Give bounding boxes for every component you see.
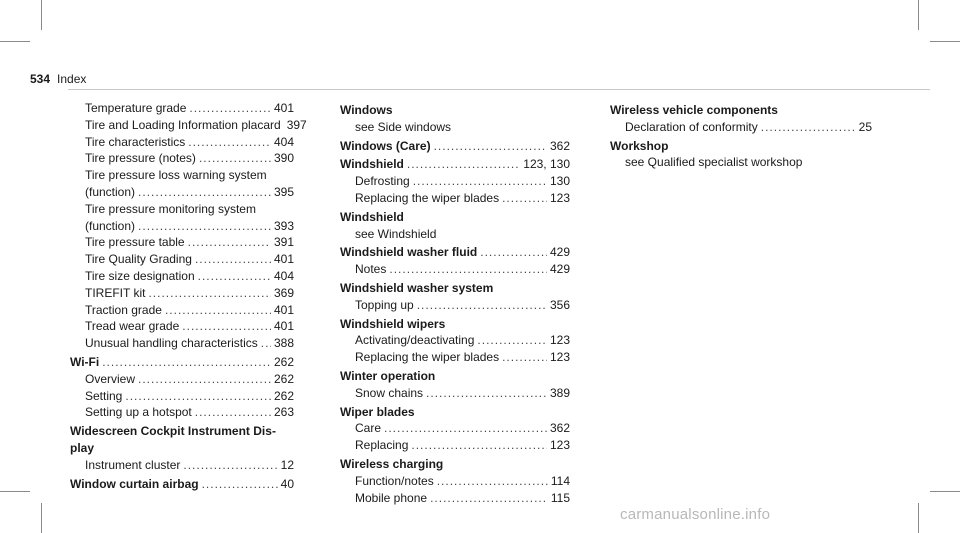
page-ref[interactable]: 130	[549, 174, 570, 189]
index-heading: Wireless charging	[340, 456, 444, 471]
index-subentry	[70, 134, 294, 151]
dot-leader	[195, 251, 271, 268]
dot-leader	[148, 285, 271, 302]
index-subentry	[70, 335, 294, 352]
index-subentry	[70, 285, 294, 302]
entry-term: Tire characteristics	[85, 134, 186, 149]
index-heading: Windshield wipers	[340, 316, 446, 331]
index-heading: Windshield washer system	[340, 280, 494, 295]
entry-term: Care	[355, 421, 382, 436]
dot-leader	[182, 318, 271, 335]
dot-leader	[384, 420, 547, 437]
entry-term: Setting up a hotspot	[85, 405, 192, 420]
crop-mark	[0, 491, 30, 492]
entry-term: Function/notes	[355, 473, 434, 488]
index-subentry	[340, 473, 570, 490]
dot-leader	[199, 150, 271, 167]
entry-term: Tire pressure table	[85, 235, 185, 250]
entry-term: TIREFIT kit	[85, 285, 146, 300]
page-ref[interactable]: 391	[273, 235, 294, 250]
entry-term: Topping up	[355, 297, 414, 312]
entry-term: Replacing the wiper blades	[355, 350, 500, 365]
dot-leader	[407, 156, 520, 173]
entry-term: Replacing	[355, 438, 409, 453]
entry-term: Tire size designation	[85, 268, 195, 283]
crop-mark	[930, 491, 960, 492]
index-heading: Windshield	[340, 209, 404, 224]
index-subentry: Tire pressure loss warning system	[85, 168, 267, 183]
page-ref[interactable]: 401	[273, 252, 294, 267]
entry-term: Window curtain airbag	[70, 476, 199, 491]
dot-leader	[389, 261, 547, 278]
dot-leader	[417, 297, 547, 314]
entry-term: Tire and Loading Information placard	[85, 117, 281, 132]
dot-leader	[198, 268, 271, 285]
page-ref[interactable]: 40	[280, 476, 294, 491]
index-subentry: see Qualified specialist workshop	[625, 155, 803, 170]
index-entry	[340, 138, 570, 155]
page-ref[interactable]: 401	[273, 101, 294, 115]
entry-term: Windshield	[340, 157, 404, 172]
index-subentry	[70, 318, 294, 335]
crop-mark	[0, 41, 30, 42]
dot-leader	[188, 134, 271, 151]
index-subentry	[340, 297, 570, 314]
index-subentry	[70, 404, 294, 421]
entry-term: Snow chains	[355, 385, 424, 400]
index-subentry	[340, 437, 570, 454]
index-heading: Wireless vehicle components	[610, 103, 778, 117]
page-number: 534	[30, 72, 51, 86]
entry-term: Activating/deactivating	[355, 333, 475, 348]
dot-leader	[502, 349, 547, 366]
page-ref[interactable]: 12	[280, 457, 294, 472]
page-ref[interactable]: 401	[273, 319, 294, 334]
dot-leader	[413, 173, 547, 190]
index-subentry	[340, 332, 570, 349]
index-column-2	[340, 100, 570, 506]
index-heading: Wiper blades	[340, 404, 415, 419]
index-subentry	[610, 119, 872, 136]
page-ref[interactable]: 429	[549, 245, 570, 260]
page-header	[30, 72, 86, 86]
entry-term: Tire pressure (notes)	[85, 151, 196, 166]
dot-leader	[165, 302, 271, 319]
index-subentry	[340, 385, 570, 402]
page-ref[interactable]: 404	[273, 134, 294, 149]
dot-leader	[138, 218, 271, 235]
entry-term: Traction grade	[85, 302, 162, 317]
page-ref[interactable]: 262	[273, 371, 294, 386]
index-entry	[340, 244, 570, 261]
page-ref[interactable]: 397	[286, 117, 307, 132]
dot-leader	[434, 138, 547, 155]
index-subentry	[340, 261, 570, 278]
page-ref[interactable]: 123, 130	[523, 157, 570, 172]
page-ref[interactable]: 262	[273, 388, 294, 403]
entry-term: Mobile phone	[355, 490, 428, 505]
page-ref[interactable]: 356	[549, 297, 570, 312]
page-ref[interactable]: 114	[550, 473, 570, 488]
page-ref[interactable]: 390	[273, 151, 294, 166]
index-heading: Winter operation	[340, 368, 436, 383]
dot-leader	[138, 184, 271, 201]
dot-leader	[761, 119, 856, 136]
dot-leader	[477, 332, 547, 349]
index-subentry: Tire pressure monitoring system	[85, 201, 256, 216]
index-column-1	[70, 100, 307, 492]
page-ref[interactable]: 123	[549, 333, 570, 348]
index-entry	[340, 156, 570, 173]
dot-leader	[480, 244, 547, 261]
index-subentry	[70, 251, 294, 268]
index-subentry	[340, 490, 570, 507]
header-rule	[68, 89, 930, 90]
index-heading: Windows	[340, 103, 393, 117]
entry-term: Overview	[85, 371, 136, 386]
dot-leader	[125, 388, 271, 405]
index-heading: play	[70, 440, 95, 455]
index-subentry	[70, 388, 294, 405]
dot-leader	[189, 100, 271, 117]
index-subentry	[70, 117, 307, 134]
entry-term: (function)	[85, 218, 136, 233]
dot-leader	[502, 190, 547, 207]
dot-leader	[437, 473, 548, 490]
crop-mark	[918, 503, 919, 533]
entry-term: Temperature grade	[85, 101, 187, 115]
page-ref[interactable]: 401	[273, 302, 294, 317]
page-ref[interactable]: 362	[549, 138, 570, 153]
watermark: carmanualsonline.info	[620, 506, 771, 523]
index-subentry	[70, 150, 294, 167]
page-ref[interactable]: 362	[549, 421, 570, 436]
entry-term: Notes	[355, 262, 387, 277]
dot-leader	[430, 490, 548, 507]
index-subentry: see Windshield	[355, 226, 437, 241]
index-subentry	[70, 184, 294, 201]
page-ref[interactable]: 25	[858, 119, 872, 134]
entry-term: Windshield washer fluid	[340, 245, 478, 260]
index-entry	[70, 354, 294, 371]
page-ref[interactable]: 262	[273, 354, 294, 369]
entry-term: Declaration of conformity	[625, 119, 758, 134]
page-ref[interactable]: 404	[273, 268, 294, 283]
page-ref[interactable]: 369	[273, 285, 294, 300]
entry-term: Tire Quality Grading	[85, 252, 192, 267]
page-ref[interactable]: 429	[549, 262, 570, 277]
dot-leader	[188, 234, 271, 251]
index-subentry	[340, 349, 570, 366]
page-ref[interactable]: 388	[273, 336, 294, 351]
dot-leader	[138, 371, 271, 388]
page-ref[interactable]: 115	[550, 490, 570, 505]
index-heading: Workshop	[610, 138, 669, 153]
page-ref[interactable]: 123	[549, 190, 570, 205]
entry-term: Wi-Fi	[70, 354, 100, 369]
crop-mark	[930, 41, 960, 42]
dot-leader	[411, 437, 547, 454]
index-subentry	[70, 100, 294, 117]
entry-term: (function)	[85, 184, 136, 199]
dot-leader	[102, 354, 271, 371]
entry-term: Unusual handling characteristics	[85, 336, 258, 351]
entry-term: Setting	[85, 388, 123, 403]
index-subentry	[340, 190, 570, 207]
dot-leader	[426, 385, 547, 402]
index-heading: Widescreen Cockpit Instrument Dis-	[70, 424, 276, 439]
index-entry	[70, 476, 294, 493]
dot-leader	[261, 335, 271, 352]
index-subentry	[70, 268, 294, 285]
dot-leader	[195, 404, 271, 421]
index-subentry	[70, 371, 294, 388]
index-subentry	[70, 234, 294, 251]
page-ref[interactable]: 389	[549, 385, 570, 400]
page-ref[interactable]: 123	[549, 438, 570, 453]
page-ref[interactable]: 263	[273, 405, 294, 420]
entry-term: Replacing the wiper blades	[355, 190, 500, 205]
index-subentry	[70, 457, 294, 474]
entry-term: Instrument cluster	[85, 457, 181, 472]
index-subentry: see Side windows	[355, 119, 452, 134]
index-subentry	[70, 218, 294, 235]
page-ref[interactable]: 393	[273, 218, 294, 233]
dot-leader	[183, 457, 277, 474]
index-column-3	[610, 100, 872, 171]
entry-term: Windows (Care)	[340, 138, 431, 153]
crop-mark	[41, 503, 42, 533]
section-title: Index	[57, 72, 87, 86]
entry-term: Defrosting	[355, 174, 410, 189]
index-subentry	[70, 302, 294, 319]
entry-term: Tread wear grade	[85, 319, 180, 334]
crop-mark	[41, 0, 42, 30]
index-subentry	[340, 173, 570, 190]
index-subentry	[340, 420, 570, 437]
page-ref[interactable]: 123	[549, 350, 570, 365]
page-ref[interactable]: 395	[273, 184, 294, 199]
dot-leader	[202, 476, 278, 493]
crop-mark	[918, 0, 919, 30]
